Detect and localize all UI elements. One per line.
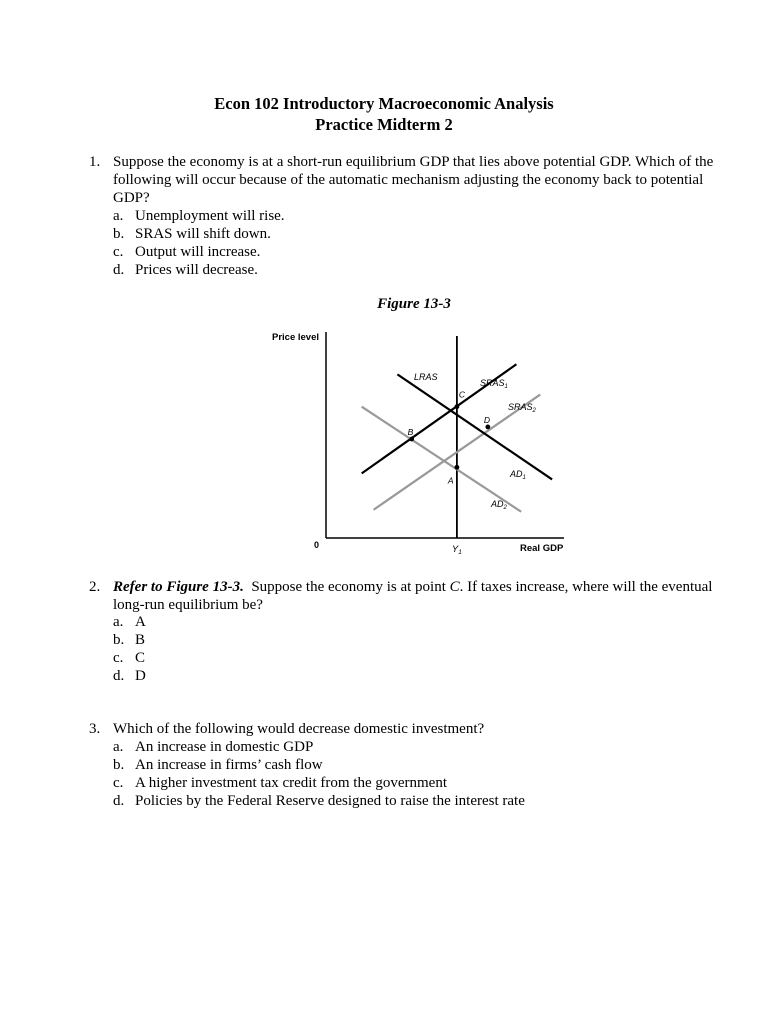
option-a: a. Unemployment will rise.	[113, 208, 285, 224]
option-c: c. C	[113, 650, 146, 666]
question-text: Suppose the economy is at a short-run equilibrium GDP that lies above potential GDP. Which of the following will occur because of the automatic mechanism adjusting the economy back to potential GDP?	[113, 154, 714, 206]
option-c: c. A higher investment tax credit from the government	[113, 775, 447, 791]
option-c: c. Output will increase.	[113, 244, 261, 260]
figure-13-3-chart	[262, 326, 572, 560]
curve-label-sras1: $SRAS_1$	[480, 378, 508, 390]
question-text: Which of the following would decrease domestic investment?	[113, 721, 485, 737]
option-b: b. An increase in firms’ cash flow	[113, 757, 323, 773]
curve-label-lras: LRAS	[414, 372, 438, 382]
question-number: 1.	[89, 154, 101, 170]
option-a: a. An increase in domestic GDP	[113, 739, 314, 755]
y-axis-label: Price level	[272, 332, 320, 343]
option-d: d. Prices will decrease.	[113, 262, 258, 278]
x-tick-label-y1: $Y_1$	[451, 544, 462, 556]
point-a	[455, 465, 460, 470]
point-label-b: B	[407, 427, 414, 438]
origin-label: 0	[314, 540, 320, 550]
option-b: b. SRAS will shift down.	[113, 226, 271, 242]
point-d	[485, 425, 490, 430]
point-label-a: A	[447, 475, 454, 486]
point-reference: C	[449, 579, 460, 595]
curve-label-ad2: $AD_2$	[491, 499, 507, 511]
course-title: Econ 102 Introductory Macroeconomic Analysis	[214, 94, 554, 113]
curve-label-ad1: $AD_1$	[510, 469, 526, 481]
curve-label-sras2: $SRAS_2$	[508, 402, 536, 414]
question-number: 3.	[89, 721, 101, 737]
point-label-d: D	[483, 414, 490, 425]
question-text: Refer to Figure 13-3. Suppose the economy is at point C. If taxes increase, where will the eventual long-run equilibrium be?	[113, 579, 713, 613]
point-b	[409, 437, 414, 442]
figure-caption: Figure 13-3	[377, 296, 451, 312]
option-b: b. B	[113, 632, 146, 648]
point-label-c: C	[458, 389, 466, 400]
option-d: d. D	[113, 668, 146, 684]
option-d: d. Policies by the Federal Reserve designed to raise the interest rate	[113, 793, 525, 809]
option-a: a. A	[113, 614, 146, 630]
point-c	[455, 404, 460, 409]
figure-reference: Refer to Figure 13-3.	[113, 579, 244, 595]
x-axis-label: Real GDP	[520, 543, 564, 554]
question-number: 2.	[89, 579, 101, 595]
exam-title: Practice Midterm 2	[315, 115, 453, 134]
